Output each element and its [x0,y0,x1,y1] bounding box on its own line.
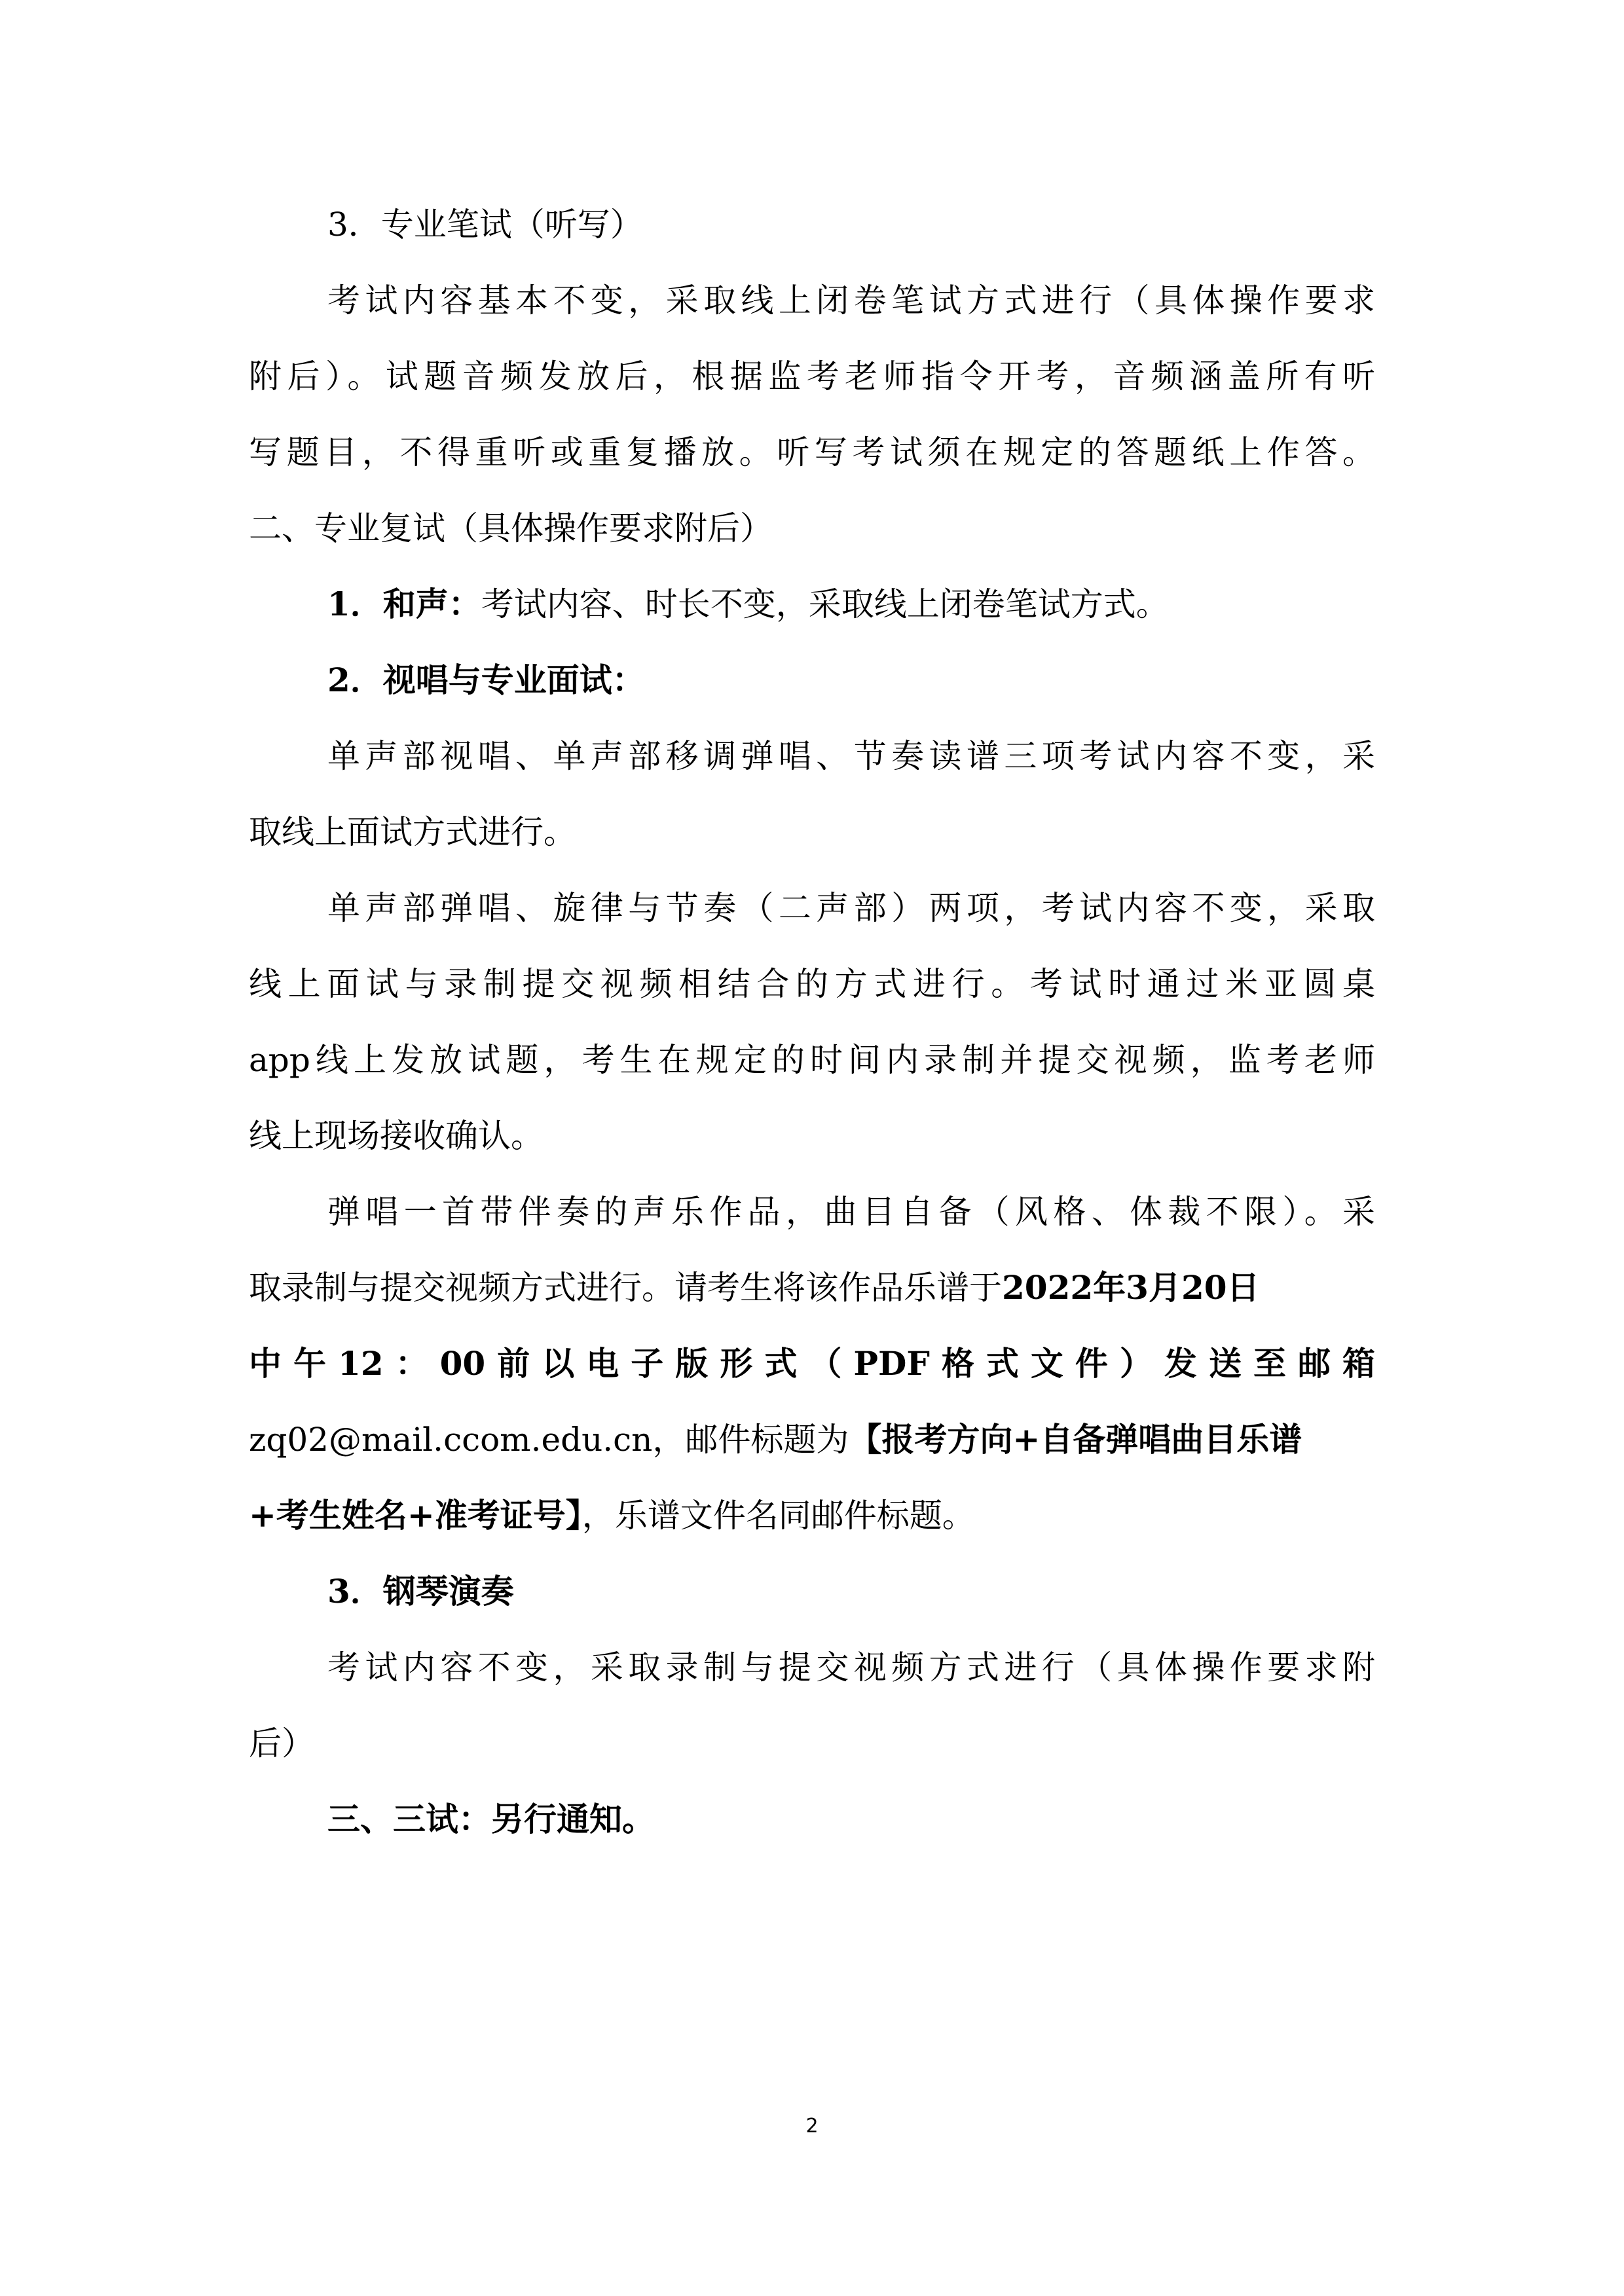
section-heading-third-round: 三、三试：另行通知。 [327,1800,655,1838]
paragraph-line: 后） [249,1724,314,1762]
paragraph-line: 考试内容不变，采取录制与提交视频方式进行（具体操作要求附 [327,1649,1375,1686]
paragraph-line: +考生姓名+准考证号】，乐谱文件名同邮件标题。 [249,1496,975,1535]
section-heading-second-round: 二、专业复试（具体操作要求附后） [249,509,773,547]
document-body [249,187,1375,1857]
paragraph-line: 取线上面试方式进行。 [249,813,576,851]
paragraph-line: 弹唱一首带伴奏的声乐作品，曲目自备（风格、体裁不限）。采 [327,1193,1375,1231]
harmony-text: 考试内容、时长不变，采取线上闭卷笔试方式。 [481,585,1169,623]
paragraph-line [249,1402,1375,1478]
paragraph-line: 线上面试与录制提交视频相结合的方式进行。考试时通过米亚圆桌 [249,965,1375,1003]
paragraph-line: 线上现场接收确认。 [249,1117,544,1155]
harmony-label: 1．和声： [327,585,481,623]
paragraph-line: app线上发放试题，考生在规定的时间内录制并提交视频，监考老师 [249,1041,1375,1079]
section-heading-piano: 3．钢琴演奏 [327,1572,514,1611]
paragraph-line: 考试内容基本不变，采取线上闭卷笔试方式进行（具体操作要求 [327,282,1375,319]
page-number: 2 [805,2115,819,2138]
paragraph-line: 取录制与提交视频方式进行。请考生将该作品乐谱于2022年3月20日 [249,1268,1260,1307]
paragraph-line: 单声部视唱、单声部移调弹唱、节奏读谱三项考试内容不变，采 [327,737,1375,775]
harmony-item [249,566,1375,642]
deadline-date: 2022年3月20日 [1002,1268,1260,1307]
section-heading-dictation [249,187,1375,263]
heading-text: 3．专业笔试（听写） [327,206,643,244]
paragraph-line: 附后）。试题音频发放后，根据监考老师指令开考，音频涵盖所有听 [249,357,1375,395]
paragraph-line: 写题目，不得重听或重复播放。听写考试须在规定的答题纸上作答。 [249,433,1375,471]
paragraph-line: 中午12：00前以电子版形式（PDF格式文件）发送至邮箱 [249,1344,1375,1383]
paragraph-line: 单声部弹唱、旋律与节奏（二声部）两项，考试内容不变，采取 [327,889,1375,927]
section-heading-sight-singing: 2．视唱与专业面试： [327,661,645,699]
email-subject-format-cont: +考生姓名+准考证号】 [249,1496,582,1535]
email-address[interactable]: zq02@mail.ccom.edu.cn，邮件标题为 [249,1421,849,1459]
email-subject-format: 【报考方向+自备弹唱曲目乐谱 [849,1420,1302,1459]
